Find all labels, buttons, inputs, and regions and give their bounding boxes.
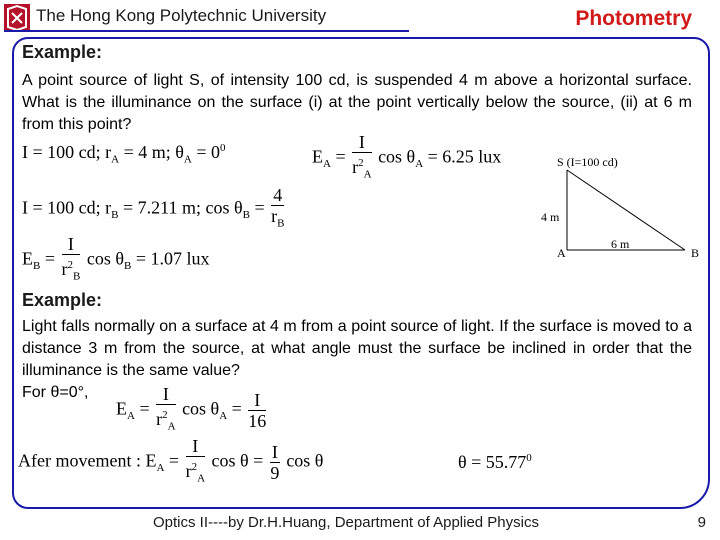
eq6-angle-result: $\theta = 55.77^0$ — [458, 452, 532, 472]
eq2-givens: I = 100 cd; $r_B = 7.211$ m; $\cos \theta_B$ = $\frac{4}{r_B}$ — [22, 185, 285, 230]
header-underline — [4, 30, 409, 32]
eq1-illuminance: $E_A$ = $\frac{I}{r^2_A}$ $\cos \theta_A = 6.25$ lux — [312, 132, 502, 181]
distance-label: 6 m — [611, 237, 630, 251]
theta-zero-label: For θ=0°, — [22, 384, 89, 401]
source-label: S (I=100 cd) — [557, 155, 618, 169]
example1-heading: Example: — [22, 42, 103, 62]
example2-question: Light falls normally on a surface at 4 m from a point source of light. If the surface is moved to a distance 3 m from the source, at what angle must the surface be inclined in order that the illuminance is the same value? — [22, 318, 692, 379]
page-number: 9 — [697, 514, 706, 531]
point-b-label: B — [691, 246, 700, 260]
point-a-label: A — [557, 246, 566, 260]
eq4-initial: $E_A$ = $\frac{I}{r^2_A}$ $\cos \theta_A$ = $\frac{I}{16}$ — [116, 384, 267, 433]
eq1-givens: I = 100 cd; $r_A = 4$ m; $\theta_A = 0^0$ — [22, 142, 226, 166]
footer-credit: Optics II----by Dr.H.Huang, Department of Applied Physics — [153, 514, 539, 531]
example2-heading: Example: — [22, 290, 103, 310]
eq3-illuminance: $E_B$ = $\frac{I}{r^2_B}$ $\cos \theta_B = 1.07$ lux — [22, 234, 210, 283]
example1-question: A point source of light S, of intensity 100 cd, is suspended 4 m above a horizontal surface. What is the illuminance on the surface (i) at the point vertically below the source, (ii) at 6 m from this point? — [22, 72, 692, 133]
university-name: The Hong Kong Polytechnic University — [36, 6, 327, 25]
height-label: 4 m — [541, 210, 560, 224]
eq5-after-movement: Afer movement : $E_A$ = $\frac{I}{r^2_A}$ cos θ = $\frac{I}{9}$ cos θ — [18, 436, 324, 485]
university-logo — [3, 3, 31, 33]
slide-topic: Photometry — [575, 7, 692, 30]
